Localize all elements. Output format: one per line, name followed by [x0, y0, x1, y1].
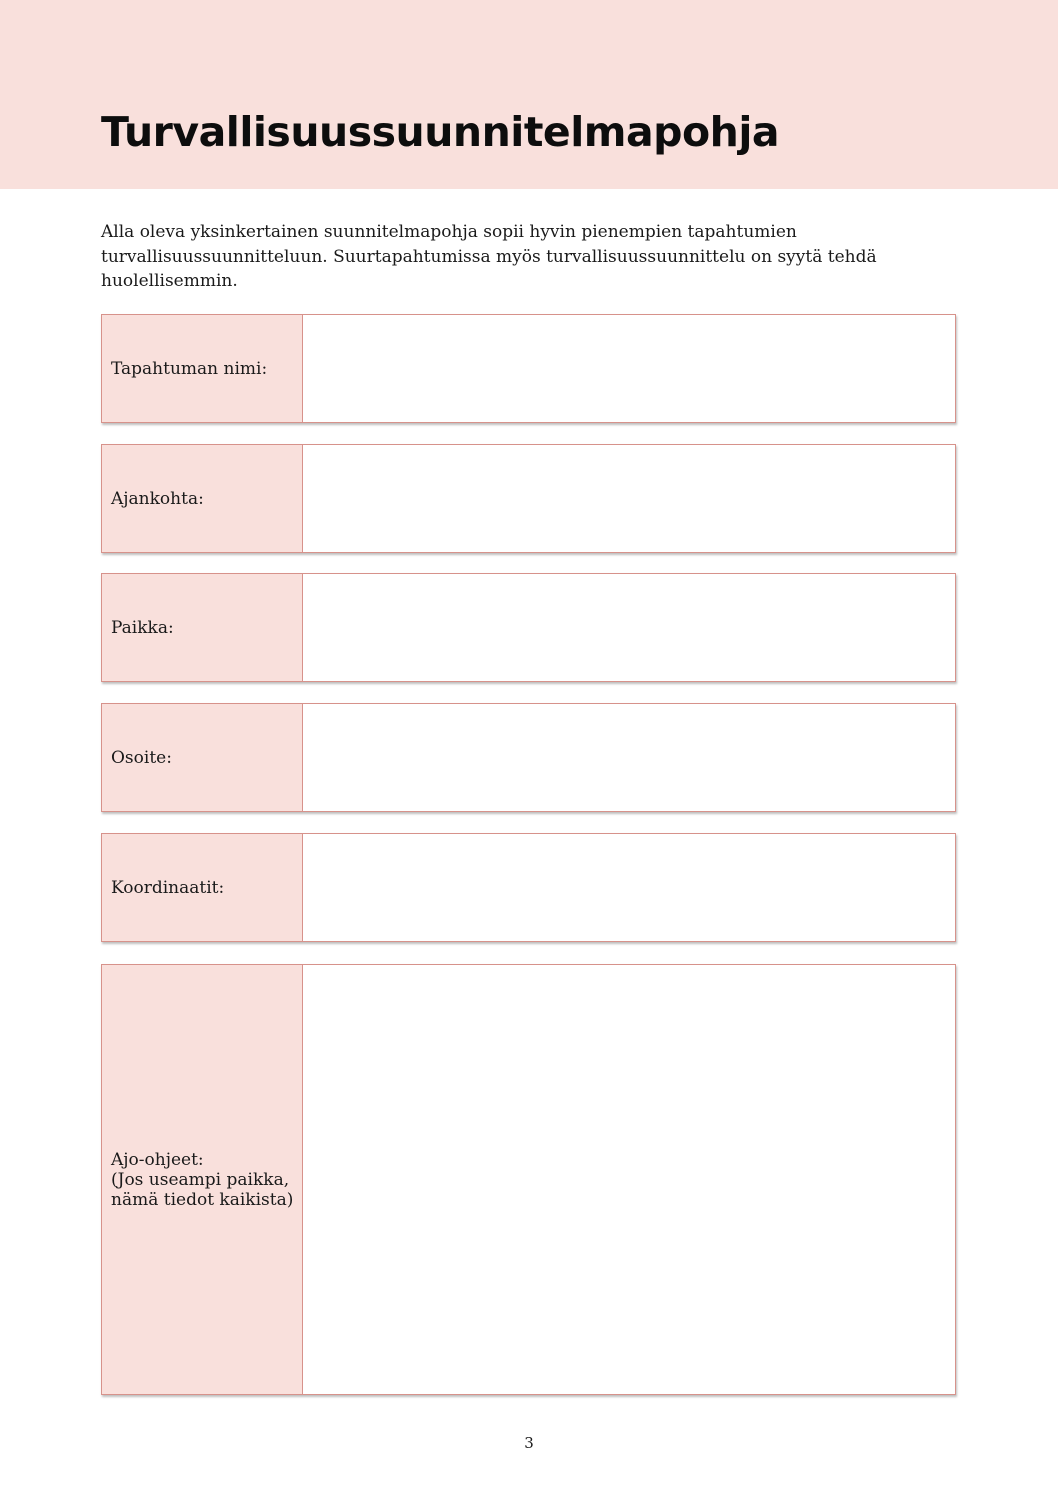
intro-paragraph: Alla oleva yksinkertainen suunnitelmapohja sopii hyvin pienempien tapahtumien turvallisuussuunnitteluun. Suurtapahtumissa myös turvallisuussuunnittelu on syytä tehdä huolellisemmin. — [101, 222, 877, 291]
field-label-line: nämä tiedot kaikista) — [111, 1189, 294, 1210]
event-name-input[interactable] — [303, 315, 955, 422]
field-label — [102, 834, 303, 941]
field-directions — [101, 964, 956, 1395]
directions-input[interactable] — [303, 965, 955, 1394]
field-place — [101, 573, 956, 682]
field-address — [101, 703, 956, 812]
field-label-text: Koordinaatit: — [111, 877, 225, 898]
field-label-line: Ajo-ohjeet: — [111, 1149, 204, 1170]
field-label-text: Ajankohta: — [111, 488, 204, 509]
field-date — [101, 444, 956, 553]
header-band — [0, 0, 1058, 189]
field-label-text: Paikka: — [111, 617, 174, 638]
place-input[interactable] — [303, 574, 955, 681]
field-label-text — [111, 1150, 293, 1210]
field-label — [102, 315, 303, 422]
date-input[interactable] — [303, 445, 955, 552]
page-number: 3 — [524, 1434, 534, 1452]
page-title: Turvallisuussuunnitelmapohja — [101, 108, 780, 156]
address-input[interactable] — [303, 704, 955, 811]
field-label — [102, 704, 303, 811]
field-label — [102, 574, 303, 681]
field-label-text: Osoite: — [111, 747, 172, 768]
field-coordinates — [101, 833, 956, 942]
field-label-text: Tapahtuman nimi: — [111, 358, 268, 379]
field-event-name — [101, 314, 956, 423]
coordinates-input[interactable] — [303, 834, 955, 941]
field-label — [102, 965, 303, 1394]
field-label — [102, 445, 303, 552]
field-label-line: (Jos useampi paikka, — [111, 1169, 290, 1190]
